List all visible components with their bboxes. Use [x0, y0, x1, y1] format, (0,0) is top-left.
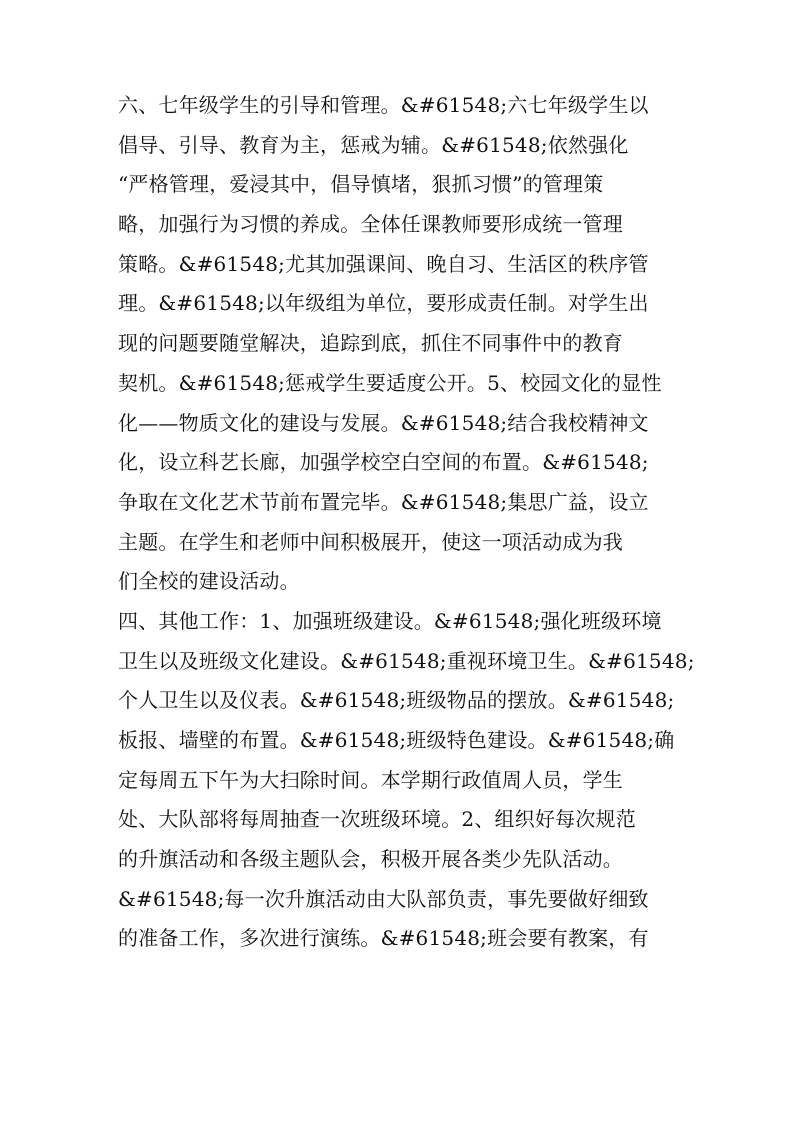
text-line: 化——物质文化的建设与发展。&#61548;结合我校精神文 — [118, 410, 649, 435]
text-line: 策略。&#61548;尤其加强课间、晚自习、生活区的秩序管 — [118, 251, 649, 276]
text-line: 的升旗活动和各级主题队会，积极开展各类少先队活动。 — [118, 847, 623, 872]
text-line: 争取在文化艺术节前布置完毕。&#61548;集思广益，设立 — [118, 489, 649, 514]
text-line: 倡导、引导、教育为主，惩戒为辅。&#61548;依然强化 — [118, 132, 629, 157]
text-line: 六、七年级学生的引导和管理。&#61548;六七年级学生以 — [118, 93, 649, 117]
text-line: 略，加强行为习惯的养成。全体任课教师要形成统一管理 — [118, 212, 623, 237]
text-line: 们全校的建设活动。 — [118, 569, 300, 594]
text-line: &#61548;每一次升旗活动由大队部负责，事先要做好细致 — [118, 886, 649, 911]
text-line: 四、其他工作：1、加强班级建设。&#61548;强化班级环境 — [118, 608, 662, 633]
text-line: 板报、墙壁的布置。&#61548;班级特色建设。&#61548;确 — [118, 728, 675, 752]
text-line: 处、大队部将每周抽查一次班级环境。2、组织好每次规范 — [118, 807, 636, 832]
body-text — [118, 86, 695, 959]
text-line: “严格管理，爱浸其中，倡导慎堵，狠抓习惯”的管理策 — [118, 172, 604, 197]
text-line: 卫生以及班级文化建设。&#61548;重视环境卫生。&#61548; — [118, 648, 695, 673]
text-line: 契机。&#61548;惩戒学生要适度公开。5、校园文化的显性 — [118, 370, 662, 395]
text-line: 主题。在学生和老师中间积极展开，使这一项活动成为我 — [118, 529, 623, 554]
text-line: 个人卫生以及仪表。&#61548;班级物品的摆放。&#61548; — [118, 688, 675, 713]
text-line: 理。&#61548;以年级组为单位，要形成责任制。对学生出 — [118, 291, 649, 316]
text-line: 现的问题要随堂解决，追踪到底，抓住不同事件中的教育 — [118, 331, 623, 356]
text-line: 定每周五下午为大扫除时间。本学期行政值周人员，学生 — [118, 767, 623, 792]
text-line: 的准备工作，多次进行演练。&#61548;班会要有教案，有 — [118, 926, 649, 951]
text-line: 化，设立科艺长廊，加强学校空白空间的布置。&#61548; — [118, 450, 649, 475]
